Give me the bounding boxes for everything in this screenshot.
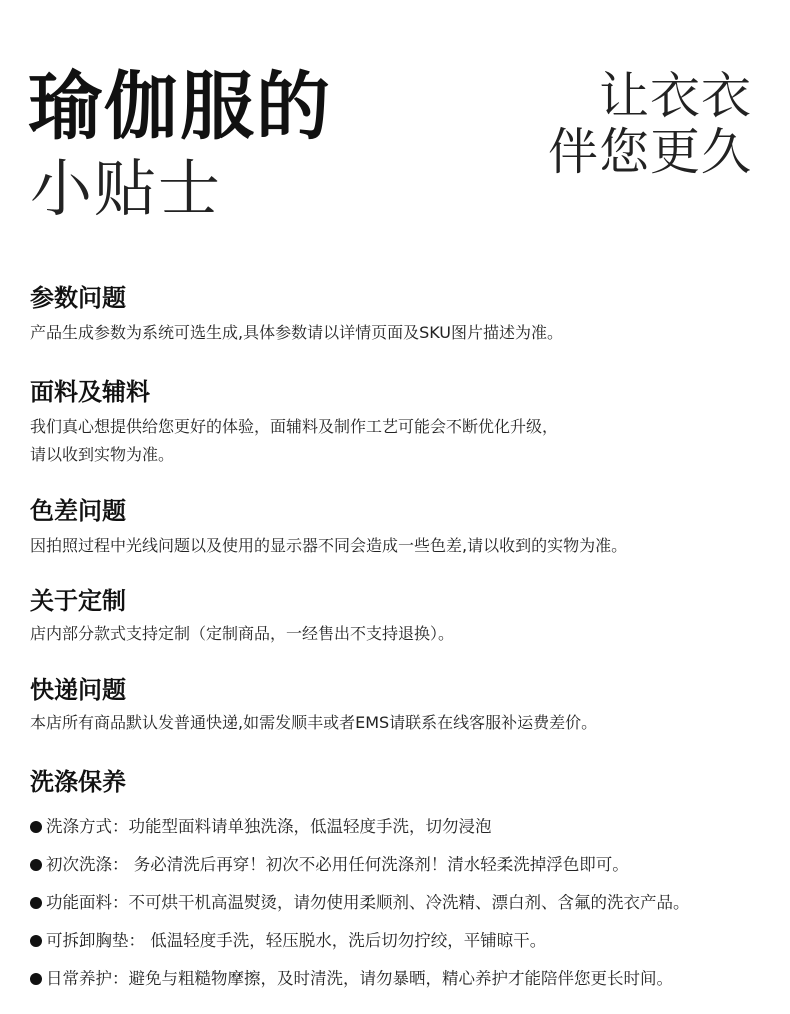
page-subtitle: 小贴士 [30, 152, 223, 225]
bullet-icon [30, 935, 42, 947]
section-fabric [30, 377, 760, 469]
section-parameters [30, 283, 760, 347]
slogan-line-1: 让衣衣 [599, 67, 752, 125]
section-text: 店内部分款式支持定制（定制商品，一经售出不支持退换）。 [30, 624, 455, 643]
bullet-icon [30, 897, 42, 909]
care-item-text: 日常养护：避免与粗糙物摩擦，及时清洗，请勿暴晒，精心养护才能陪伴您更长时间。 [46, 969, 673, 988]
care-item-text: 可拆卸胸垫： 低温轻度手洗，轻压脱水，洗后切勿拧绞，平铺晾干。 [46, 931, 547, 950]
slogan [548, 68, 752, 180]
care-item-text: 功能面料：不可烘干机高温熨烫，请勿使用柔顺剂、冷洗精、漂白剂、含氟的洗衣产品。 [46, 893, 690, 912]
section-text: 我们真心想提供给您更好的体验，面辅料及制作工艺可能会不断优化升级， [30, 417, 559, 436]
care-list [30, 808, 770, 998]
section-heading: 洗涤保养 [30, 768, 126, 796]
section-text: 请以收到实物为准。 [30, 445, 175, 464]
section-shipping [30, 675, 760, 737]
section-heading: 关于定制 [30, 587, 126, 615]
section-heading: 参数问题 [30, 284, 126, 312]
list-item [30, 808, 770, 846]
section-heading: 快递问题 [30, 676, 126, 704]
section-color-difference [30, 496, 760, 560]
section-text: 产品生成参数为系统可选生成,具体参数请以详情页面及SKU图片描述为准。 [30, 323, 564, 342]
list-item [30, 884, 770, 922]
section-heading: 面料及辅料 [30, 378, 150, 406]
list-item [30, 960, 770, 998]
page-title: 瑜伽服的 [28, 64, 332, 150]
bullet-icon [30, 973, 42, 985]
section-text: 本店所有商品默认发普通快递,如需发顺丰或者EMS请联系在线客服补运费差价。 [30, 713, 598, 732]
section-text: 因拍照过程中光线问题以及使用的显示器不同会造成一些色差,请以收到的实物为准。 [30, 536, 628, 555]
list-item [30, 846, 770, 884]
care-item-text: 洗涤方式：功能型面料请单独洗涤，低温轻度手洗，切勿浸泡 [46, 817, 492, 836]
section-customization [30, 586, 760, 648]
section-heading: 色差问题 [30, 497, 126, 525]
slogan-line-2: 伴您更久 [548, 123, 752, 181]
care-item-text: 初次洗涤： 务必清洗后再穿！初次不必用任何洗涤剂！清水轻柔洗掉浮色即可。 [46, 855, 629, 874]
bullet-icon [30, 859, 42, 871]
list-item [30, 922, 770, 960]
section-care [30, 767, 760, 797]
bullet-icon [30, 821, 42, 833]
